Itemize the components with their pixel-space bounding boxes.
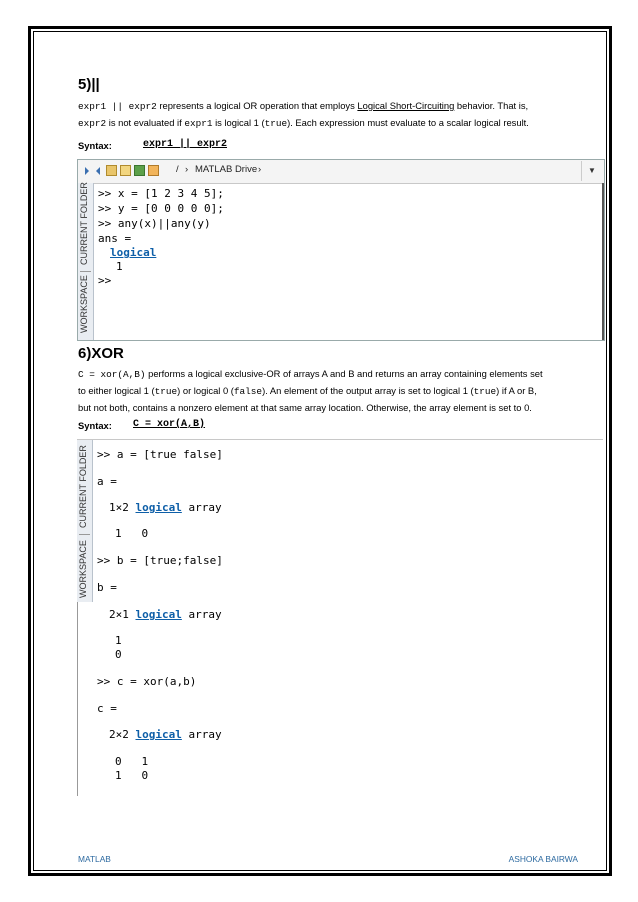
workspace-label: WORKSPACE xyxy=(78,540,88,598)
section-heading-xor: 6)XOR xyxy=(78,345,124,362)
cmd-output: c = xyxy=(97,702,117,715)
forward-arrow-icon[interactable] xyxy=(96,167,100,175)
window-edge xyxy=(602,183,604,340)
code-true: true xyxy=(264,118,288,129)
matlab-sidebar xyxy=(77,440,93,602)
footer-right: ASHOKA BAIRWA xyxy=(508,854,578,864)
desc-text: but not both, contains a nonzero element at that same array location. Otherwise, the array element is set to 0. xyxy=(78,402,532,413)
code-false: false xyxy=(233,386,263,397)
desc-text: is not evaluated if xyxy=(106,117,185,128)
sidebar-edge xyxy=(77,602,78,796)
sidebar-divider xyxy=(79,534,90,535)
cmd-output: ans = xyxy=(98,232,132,245)
code-expr: expr1 || expr2 xyxy=(78,101,157,112)
footer-left: MATLAB xyxy=(78,854,111,864)
code-true: true xyxy=(154,386,178,397)
syntax-label-xor: Syntax: xyxy=(78,420,112,431)
desc-text: behavior. That is, xyxy=(454,100,529,111)
section-xor-description xyxy=(78,366,578,416)
cmd-output-type xyxy=(109,501,222,514)
code-expr2: expr2 xyxy=(78,118,107,129)
cmd-line: >> x = [1 2 3 4 5]; xyxy=(98,187,224,200)
size-text: 2×2 xyxy=(109,728,136,741)
cmd-output: b = xyxy=(97,581,117,594)
path-folder-matlab-drive[interactable]: MATLAB Drive xyxy=(195,164,258,175)
desc-text: ) if A or B, xyxy=(496,385,537,396)
desc-text: ) or logical 0 ( xyxy=(177,385,234,396)
cmd-output-value: 0 1 xyxy=(115,755,149,768)
array-text: array xyxy=(181,728,222,741)
cmd-output-type xyxy=(109,728,222,741)
syntax-code-xor: C = xor(A,B) xyxy=(133,419,206,430)
back-arrow-icon[interactable] xyxy=(85,167,89,175)
current-folder-label: CURRENT FOLDER xyxy=(78,445,88,528)
cmd-output-value: 1 0 xyxy=(115,769,149,782)
browse-folder-icon[interactable] xyxy=(120,165,131,176)
code-xor-call: C = xor(A,B) xyxy=(78,369,146,380)
logical-link[interactable]: logical xyxy=(135,501,182,514)
path-chevron-icon: › xyxy=(258,164,262,175)
path-dropdown-icon[interactable]: ▼ xyxy=(581,161,602,181)
cmd-line: >> c = xor(a,b) xyxy=(97,675,197,688)
desc-text: is logical 1 ( xyxy=(212,117,265,128)
cmd-line: >> y = [0 0 0 0 0]; xyxy=(98,202,224,215)
path-arrow-icon: › xyxy=(185,164,189,175)
find-files-icon[interactable] xyxy=(148,165,159,176)
logical-link[interactable]: logical xyxy=(135,608,182,621)
cmd-output: a = xyxy=(97,475,117,488)
cmd-line: >> b = [true;false] xyxy=(97,554,223,567)
matlab-command-window-1 xyxy=(77,159,605,341)
code-expr1: expr1 xyxy=(184,118,213,129)
syntax-label-or: Syntax: xyxy=(78,140,112,151)
cmd-prompt[interactable]: >> xyxy=(98,274,112,287)
current-folder-label: CURRENT FOLDER xyxy=(79,182,89,265)
syntax-code-or: expr1 || expr2 xyxy=(143,139,228,150)
sidebar-divider xyxy=(80,271,91,272)
desc-text: represents a logical OR operation that employs xyxy=(156,100,358,111)
section-or-description xyxy=(78,98,578,132)
matlab-sidebar xyxy=(78,183,94,340)
code-true: true xyxy=(473,386,497,397)
matlab-toolbar xyxy=(78,160,604,184)
cmd-output-value: 0 xyxy=(115,648,122,661)
cmd-output-type xyxy=(109,608,222,621)
desc-text: ). Each expression must evaluate to a scalar logical result. xyxy=(287,117,529,128)
logical-link[interactable]: logical xyxy=(110,246,157,259)
size-text: 2×1 xyxy=(109,608,136,621)
folder-up-icon[interactable] xyxy=(106,165,117,176)
cmd-output-value: 1 0 xyxy=(115,527,149,540)
logical-link[interactable]: logical xyxy=(135,728,182,741)
section-heading-or: 5)|| xyxy=(78,76,100,93)
new-file-icon[interactable] xyxy=(134,165,145,176)
cmd-line: >> any(x)||any(y) xyxy=(98,217,211,230)
array-text: array xyxy=(181,608,222,621)
matlab-command-window-2 xyxy=(77,439,603,796)
desc-text: ). An element of the output array is set to logical 1 ( xyxy=(262,385,474,396)
size-text: 1×2 xyxy=(109,501,136,514)
desc-text: performs a logical exclusive-OR of arrays A and B and returns an array containing elements set xyxy=(145,368,543,379)
desc-text: to either logical 1 ( xyxy=(78,385,155,396)
cmd-output-value: 1 xyxy=(116,260,123,273)
short-circuit-link[interactable]: Logical Short-Circuiting xyxy=(357,100,455,111)
cmd-output-value: 1 xyxy=(115,634,122,647)
path-root[interactable]: / xyxy=(176,164,179,175)
cmd-line: >> a = [true false] xyxy=(97,448,223,461)
workspace-label: WORKSPACE xyxy=(79,275,89,333)
array-text: array xyxy=(181,501,222,514)
